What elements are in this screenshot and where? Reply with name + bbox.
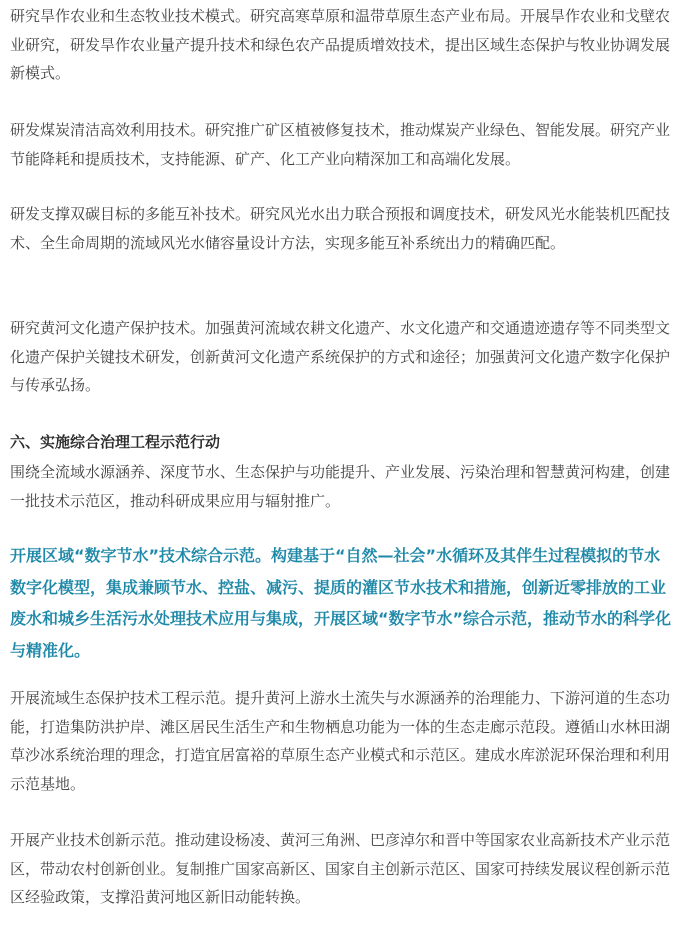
paragraph-dryland-agriculture: 研究旱作农业和生态牧业技术模式。研究高寒草原和温带草原生态产业布局。开展旱作农业和戈壁农业研究，研发旱作农业量产提升技术和绿色农产品提质增效技术，提出区域生态保护与牧业协调发展新模式。 (10, 7, 671, 82)
paragraph-ecological-protection: 开展流域生态保护技术工程示范。提升黄河上游水土流失与水源涵养的治理能力、下游河道的生态功能，打造集防洪护岸、滩区居民生活生产和生物栖息功能为一体的生态走廊示范段。遵循山水林田湖草沙冰系统治理的理念，打造宜居富裕的草原生态产业模式和示范区。建成水库淤泥环保治理和利用示范基地。 (10, 689, 671, 793)
paragraph-industrial-innovation: 开展产业技术创新示范。推动建设杨凌、黄河三角洲、巴彦淖尔和晋中等国家农业高新技术产业示范区，带动农村创新创业。复制推广国家高新区、国家自主创新示范区、国家可持续发展议程创新示范区经验政策，支撑沿黄河地区新旧动能转换。 (10, 831, 671, 906)
highlighted-paragraph-digital-water: 开展区域“数字节水”技术综合示范。构建基于“自然—社会”水循环及其伴生过程模拟的节水数字化模型，集成兼顾节水、控盐、减污、提质的灌区节水技术和措施，创新近零排放的工业废水和城乡生活污水处理技术应用与集成，开展区域“数字节水”综合示范，推动节水的科学化与精准化。 (10, 546, 672, 660)
section-heading-6: 六、实施综合治理工程示范行动 (10, 433, 221, 451)
paragraph-multi-energy: 研发支撑双碳目标的多能互补技术。研究风光水出力联合预报和调度技术，研发风光水能装机匹配技术、全生命周期的流域风光水储容量设计方法，实现多能互补系统出力的精确匹配。 (10, 205, 671, 252)
paragraph-cultural-heritage: 研究黄河文化遗产保护技术。加强黄河流域农耕文化遗产、水文化遗产和交通遗迹遗存等不同类型文化遗产保护关键技术研发，创新黄河文化遗产系统保护的方式和途径；加强黄河文化遗产数字化保护与传承弘扬。 (10, 319, 671, 394)
paragraph-section-intro: 围绕全流域水源涵养、深度节水、生态保护与功能提升、产业发展、污染治理和智慧黄河构建，创建一批技术示范区，推动科研成果应用与辐射推广。 (10, 463, 671, 510)
paragraph-coal-utilization: 研发煤炭清洁高效利用技术。研究推广矿区植被修复技术，推动煤炭产业绿色、智能发展。研究产业节能降耗和提质技术，支持能源、矿产、化工产业向精深加工和高端化发展。 (10, 121, 671, 168)
